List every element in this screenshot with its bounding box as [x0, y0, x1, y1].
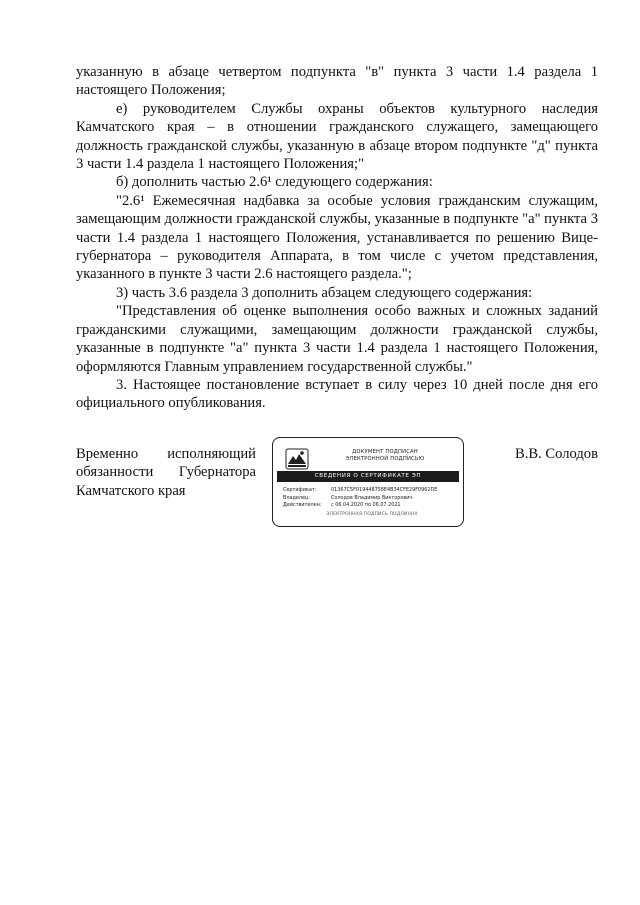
- position-line-3: Камчатского края: [76, 482, 186, 499]
- electronic-signature-stamp: [272, 437, 464, 527]
- owner-label: Владелец:: [283, 494, 310, 501]
- stamp-header-line-2: ЭЛЕКТРОННОЙ ПОДПИСЬЮ: [345, 456, 425, 462]
- certificate-value: 01367C5F019448758E4B34CFE29F0962DE: [331, 487, 438, 493]
- stamp-header-line-1: ДОКУМЕНТ ПОДПИСАН: [352, 449, 418, 455]
- stamp-footer: ЭЛЕКТРОННАЯ ПОДПИСЬ ПОДЛИННА: [326, 512, 418, 517]
- position-line-2: обязанности Губернатора: [76, 464, 256, 481]
- paragraph-3: б) дополнить частью 2.6¹ следующего содержания:: [116, 174, 433, 191]
- signatory-name: В.В. Солодов: [514, 446, 598, 462]
- paragraph-2: е) руководителем Службы охраны объектов культурного наследия Камчатского края – в отношении гражданского служащего, замещающего должность гражданской службы, указанную в абзаце втором подпункте "д" пункта 3 части 1.4 раздела 1 настоящего Положения;": [76, 100, 598, 173]
- validity-value: с 06.04.2020 по 06.07.2021: [331, 502, 401, 509]
- position-line-1: Временно исполняющий: [76, 446, 256, 462]
- certificate-label: Сертификат:: [283, 487, 317, 493]
- paragraph-1: указанную в абзаце четвертом подпункта "в" пункта 3 части 1.4 раздела 1 настоящего Положения;: [76, 64, 598, 99]
- paragraph-4: "2.6¹ Ежемесячная надбавка за особые условия гражданским служащим, замещающим должности гражданской службы, указанные в подпункте "а" пункта 3 части 1.4 раздела 1 настоящего Положения, устанавливается по решению Вице-губернатора – руководителя Аппарата, в том числе с учетом представления, указанного в пункте 3 части 2.6 настоящего раздела.";: [76, 192, 598, 283]
- paragraph-5: 3) часть 3.6 раздела 3 дополнить абзацем следующего содержания:: [116, 284, 533, 301]
- paragraph-6: "Представления об оценке выполнения особо важных и сложных заданий гражданскими служащими, замещающим должности гражданской службы, указанные в подпункте "а" пункта 3 части 1.4 раздела 1 настоящего Положения, оформляются Главным управлением государственной службы.": [76, 303, 598, 375]
- coat-of-arms-icon: [285, 448, 309, 470]
- validity-row: [283, 502, 459, 510]
- paragraph-7: 3. Настоящее постановление вступает в силу через 10 дней после дня его официального опубликования.: [76, 376, 598, 412]
- stamp-header: [325, 449, 445, 463]
- certificate-details: [283, 487, 459, 510]
- signatory-position: [76, 445, 256, 500]
- owner-value: Солодов Владимир Викторович: [331, 494, 413, 501]
- certificate-info-bar: СВЕДЕНИЯ О СЕРТИФИКАТЕ ЭП: [277, 471, 459, 482]
- validity-label: Действителен:: [283, 502, 322, 509]
- document-body: [76, 63, 598, 413]
- certificate-row: [283, 487, 459, 495]
